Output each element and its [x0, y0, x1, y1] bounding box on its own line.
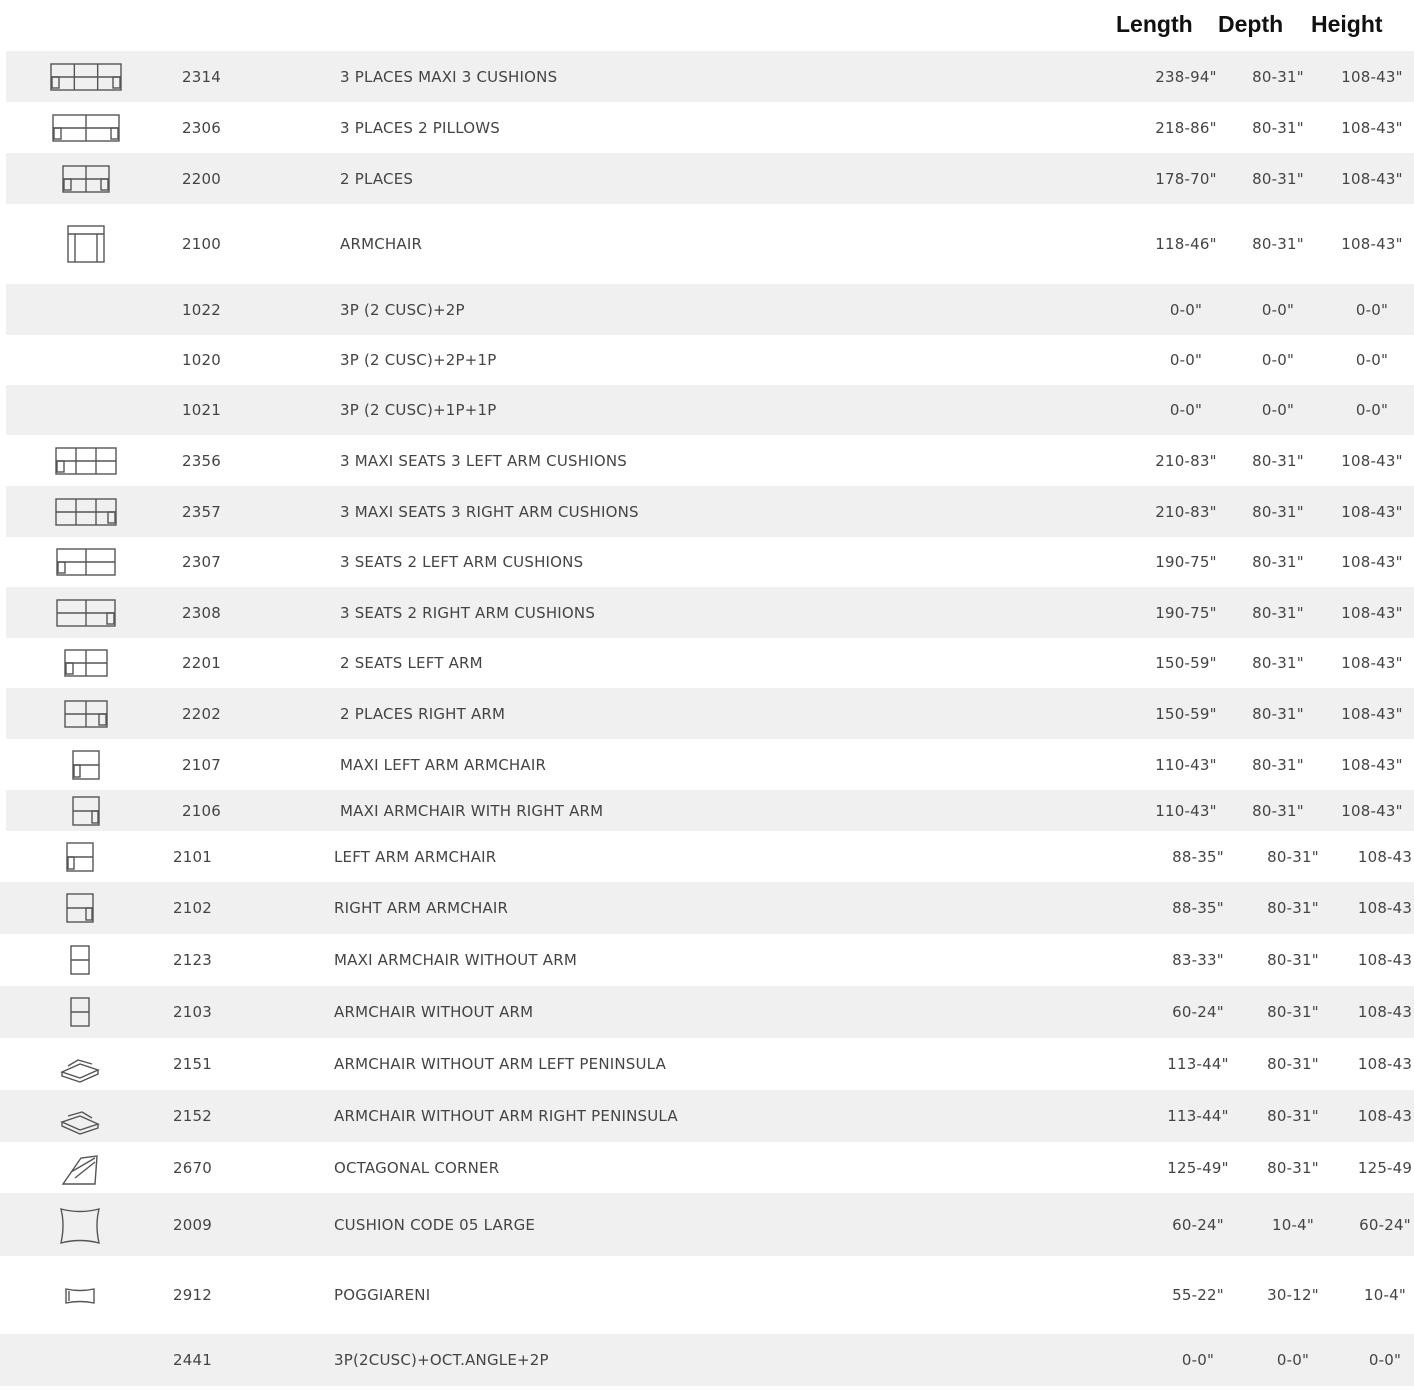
height-value: 0-0"	[1355, 351, 1389, 369]
depth-value: 80-31"	[1267, 1107, 1319, 1125]
product-code: 2106	[182, 801, 221, 820]
height-value: 0-0"	[1355, 401, 1389, 419]
height-value: 108-43"	[1341, 603, 1403, 622]
depth-value: 80-31"	[1252, 118, 1304, 137]
table-row	[0, 1090, 1414, 1142]
height-value: 108-43	[1357, 899, 1413, 917]
height-value: 108-43	[1357, 847, 1413, 866]
table-row	[0, 1193, 1414, 1256]
product-code: 2356	[182, 451, 221, 470]
depth-value: 80-31"	[1252, 801, 1304, 820]
height-value: 108-43"	[1341, 235, 1403, 253]
sofa-2-cushion-right-arm-icon	[41, 593, 131, 633]
depth-value: 80-31"	[1267, 951, 1319, 969]
sofa-3-maxi-icon	[41, 57, 131, 97]
length-value: 150-59"	[1155, 654, 1217, 672]
depth-value: 80-31"	[1267, 1003, 1319, 1021]
length-value: 113-44"	[1167, 1055, 1229, 1073]
table-row	[0, 1038, 1414, 1090]
height-value: 0-0"	[1355, 300, 1389, 319]
sofa-2-left-arm-icon	[41, 643, 131, 683]
armchair-icon	[41, 224, 131, 264]
product-description: 2 PLACES RIGHT ARM	[340, 704, 506, 723]
product-description: 2 PLACES	[340, 169, 414, 188]
peninsula-right-icon	[35, 1096, 125, 1136]
depth-value: 30-12"	[1267, 1286, 1319, 1304]
product-description: ARMCHAIR WITHOUT ARM LEFT PENINSULA	[334, 1055, 667, 1073]
product-description: 3 MAXI SEATS 3 RIGHT ARM CUSHIONS	[340, 502, 639, 521]
octagonal-corner-icon	[35, 1148, 125, 1188]
depth-value: 10-4"	[1272, 1215, 1314, 1234]
length-value: 178-70"	[1155, 169, 1217, 188]
product-description: ARMCHAIR	[340, 235, 423, 253]
depth-value: 80-31"	[1252, 553, 1304, 571]
length-value: 0-0"	[1169, 401, 1203, 419]
depth-value: 80-31"	[1252, 451, 1304, 470]
product-description: 3P (2 CUSC)+2P	[340, 300, 465, 319]
product-code: 2314	[182, 67, 221, 86]
product-code: 2308	[182, 603, 221, 622]
depth-value: 80-31"	[1252, 704, 1304, 723]
header-depth: Depth	[1218, 11, 1284, 37]
product-description: RIGHT ARM ARMCHAIR	[334, 899, 509, 917]
armchair-left-arm-icon	[35, 837, 125, 877]
height-value: 108-43	[1357, 1055, 1413, 1073]
length-value: 210-83"	[1155, 502, 1217, 521]
armchair-right-arm-icon	[41, 791, 131, 831]
height-value: 108-43"	[1341, 801, 1403, 820]
depth-value: 80-31"	[1252, 235, 1304, 253]
table-row	[6, 790, 1414, 831]
table-row	[6, 537, 1414, 587]
height-value: 108-43"	[1341, 654, 1403, 672]
table-row	[0, 882, 1414, 934]
product-code: 2107	[182, 755, 221, 774]
length-value: 125-49"	[1167, 1158, 1229, 1177]
length-value: 118-46"	[1155, 235, 1217, 253]
table-row	[0, 934, 1414, 986]
length-value: 190-75"	[1155, 553, 1217, 571]
product-code: 2357	[182, 502, 221, 521]
product-description: 3 PLACES MAXI 3 CUSHIONS	[340, 67, 558, 86]
length-value: 238-94"	[1155, 67, 1217, 86]
length-value: 55-22"	[1172, 1286, 1224, 1304]
height-value: 108-43"	[1341, 451, 1403, 470]
length-value: 110-43"	[1155, 755, 1217, 774]
height-value: 125-49	[1357, 1158, 1413, 1177]
product-description: LEFT ARM ARMCHAIR	[334, 847, 497, 866]
depth-value: 80-31"	[1252, 67, 1304, 86]
height-value: 108-43	[1357, 951, 1413, 969]
length-value: 218-86"	[1155, 118, 1217, 137]
depth-value: 80-31"	[1267, 1055, 1319, 1073]
cushion-icon	[35, 1205, 125, 1245]
product-code: 2100	[182, 235, 221, 253]
armchair-left-arm-icon	[41, 745, 131, 785]
length-value: 0-0"	[1169, 351, 1203, 369]
table-row	[0, 1334, 1414, 1386]
product-description: 3P (2 CUSC)+1P+1P	[340, 401, 497, 419]
sofa-2-places-icon	[41, 159, 131, 199]
height-value: 10-4"	[1364, 1286, 1406, 1304]
depth-value: 80-31"	[1267, 847, 1319, 866]
table-row	[6, 204, 1414, 284]
table-row	[6, 385, 1414, 435]
depth-value: 80-31"	[1267, 899, 1319, 917]
product-code: 2200	[182, 169, 221, 188]
length-value: 190-75"	[1155, 603, 1217, 622]
header-height: Height	[1311, 11, 1383, 37]
length-value: 83-33"	[1172, 951, 1224, 969]
armchair-no-arm-icon	[35, 940, 125, 980]
length-value: 110-43"	[1155, 801, 1217, 820]
product-code: 1020	[182, 351, 221, 369]
depth-value: 80-31"	[1252, 654, 1304, 672]
table-row	[6, 587, 1414, 638]
table-row	[6, 335, 1414, 385]
length-value: 88-35"	[1172, 847, 1224, 866]
armchair-no-arm-icon	[35, 992, 125, 1032]
product-code: 2912	[173, 1286, 212, 1304]
depth-value: 0-0"	[1261, 401, 1295, 419]
product-code: 2202	[182, 704, 221, 723]
product-description: 3P(2CUSC)+OCT.ANGLE+2P	[334, 1351, 549, 1369]
sofa-3-places-icon	[41, 108, 131, 148]
product-code: 2103	[173, 1003, 212, 1021]
height-value: 108-43"	[1341, 704, 1403, 723]
sofa-2-cushion-left-arm-icon	[41, 542, 131, 582]
product-code: 1022	[182, 300, 221, 319]
table-row	[6, 153, 1414, 204]
height-value: 108-43"	[1341, 502, 1403, 521]
product-description: MAXI ARMCHAIR WITHOUT ARM	[334, 951, 577, 969]
product-description: 3 SEATS 2 RIGHT ARM CUSHIONS	[340, 603, 596, 622]
height-value: 108-43"	[1341, 67, 1403, 86]
table-row	[0, 986, 1414, 1038]
length-value: 60-24"	[1172, 1003, 1224, 1021]
length-value: 60-24"	[1172, 1215, 1224, 1234]
product-description: POGGIARENI	[334, 1286, 431, 1304]
length-value: 0-0"	[1169, 300, 1203, 319]
product-description: 3 SEATS 2 LEFT ARM CUSHIONS	[340, 553, 584, 571]
product-code: 2670	[173, 1158, 212, 1177]
table-row	[0, 831, 1414, 882]
length-value: 150-59"	[1155, 704, 1217, 723]
height-value: 108-43"	[1341, 169, 1403, 188]
depth-value: 80-31"	[1252, 169, 1304, 188]
depth-value: 0-0"	[1276, 1351, 1310, 1369]
sofa-3-left-arm-icon	[41, 441, 131, 481]
product-code: 2306	[182, 118, 221, 137]
armchair-right-arm-icon	[35, 888, 125, 928]
product-code: 2307	[182, 553, 221, 571]
sofa-3-right-arm-icon	[41, 492, 131, 532]
product-description: ARMCHAIR WITHOUT ARM RIGHT PENINSULA	[334, 1107, 678, 1125]
product-code: 1021	[182, 401, 221, 419]
depth-value: 80-31"	[1267, 1158, 1319, 1177]
column-header	[0, 0, 1414, 50]
height-value: 108-43	[1357, 1107, 1413, 1125]
table-row	[6, 486, 1414, 537]
poggiareni-icon	[35, 1275, 125, 1315]
depth-value: 80-31"	[1252, 755, 1304, 774]
depth-value: 80-31"	[1252, 603, 1304, 622]
product-description: 3P (2 CUSC)+2P+1P	[340, 351, 497, 369]
table-row	[6, 739, 1414, 790]
table-row	[0, 1256, 1414, 1334]
height-value: 108-43"	[1341, 755, 1403, 774]
product-code: 2102	[173, 899, 212, 917]
peninsula-left-icon	[35, 1044, 125, 1084]
product-code: 2201	[182, 654, 221, 672]
length-value: 0-0"	[1181, 1351, 1215, 1369]
depth-value: 0-0"	[1261, 351, 1295, 369]
header-length: Length	[1116, 11, 1193, 37]
product-description: 3 MAXI SEATS 3 LEFT ARM CUSHIONS	[340, 451, 627, 470]
product-description: 3 PLACES 2 PILLOWS	[340, 118, 501, 137]
product-code: 2101	[173, 847, 212, 866]
length-value: 210-83"	[1155, 451, 1217, 470]
length-value: 113-44"	[1167, 1107, 1229, 1125]
height-value: 108-43"	[1341, 118, 1403, 137]
product-code: 2009	[173, 1215, 212, 1234]
product-code: 2123	[173, 951, 212, 969]
product-code: 2441	[173, 1351, 212, 1369]
height-value: 108-43"	[1341, 553, 1403, 571]
table-row	[6, 284, 1414, 335]
sofa-2-right-arm-icon	[41, 694, 131, 734]
table-row	[6, 102, 1414, 153]
table-row	[6, 51, 1414, 102]
product-description: MAXI ARMCHAIR WITH RIGHT ARM	[340, 801, 604, 820]
product-description: CUSHION CODE 05 LARGE	[334, 1215, 536, 1234]
table-row	[6, 638, 1414, 688]
table-row	[6, 688, 1414, 739]
product-code: 2152	[173, 1107, 212, 1125]
height-value: 108-43	[1357, 1003, 1413, 1021]
depth-value: 0-0"	[1261, 300, 1295, 319]
product-description: ARMCHAIR WITHOUT ARM	[334, 1003, 534, 1021]
product-description: 2 SEATS LEFT ARM	[340, 654, 483, 672]
product-description: OCTAGONAL CORNER	[334, 1158, 500, 1177]
table-row	[6, 435, 1414, 486]
height-value: 60-24"	[1359, 1215, 1411, 1234]
product-description: MAXI LEFT ARM ARMCHAIR	[340, 755, 547, 774]
length-value: 88-35"	[1172, 899, 1224, 917]
table-row	[0, 1142, 1414, 1193]
height-value: 0-0"	[1368, 1351, 1402, 1369]
product-code: 2151	[173, 1055, 212, 1073]
depth-value: 80-31"	[1252, 502, 1304, 521]
